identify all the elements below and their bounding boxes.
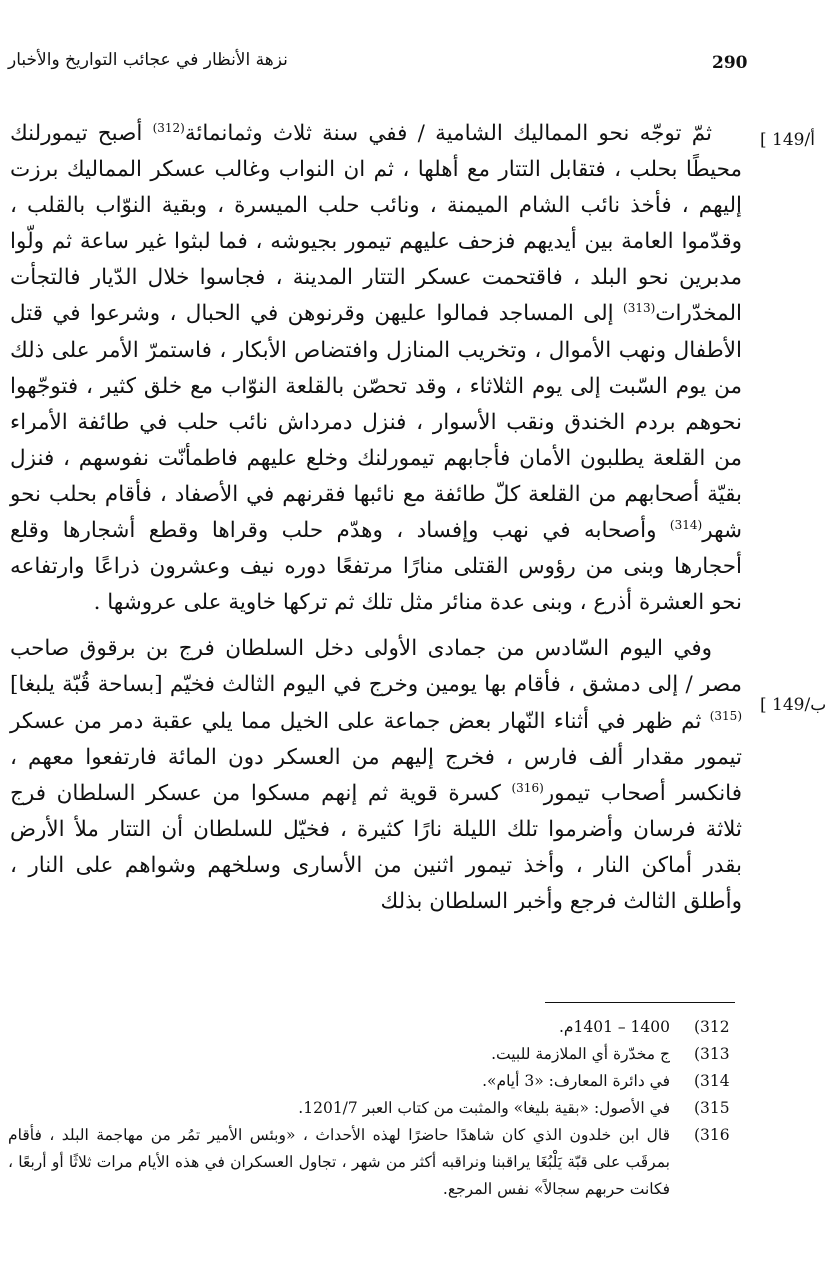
footnote-number: (315 [694, 1099, 730, 1117]
footnote-text: في دائرة المعارف: «3 أيام». [482, 1072, 670, 1090]
footnote-316 [8, 1122, 740, 1203]
page-number: 290 [712, 53, 748, 73]
footnote-number: (316 [694, 1126, 730, 1144]
text-run: أصبح تيمورلنك محيطًا بحلب ، فتقابل التتار مع أهلها ، ثم ان النواب وغالب عسكر المماليك برزت إليهم ، فأخذ نائب الشام الميمنة ، ونائب حلب الميسرة ، وبقية النوّاب بالقلب ، وقدّموا العامة بين أيديهم فزحف عليهم تيمور بجيوشه ، فما لبثوا غير ساعة ثم ولّوا مدبرين نحو البلد ، فاقتحمت عسكر التتار المدينة ، فجاسوا خلال الدّيار فالتجأت المخدّرات [10, 121, 742, 327]
text-run: وفي اليوم السّادس من جمادى الأولى دخل السلطان فرج بن برقوق صاحب مصر / إلى دمشق ، فأقام بها يومين وخرج في اليوم الثالث فخيّم [بساحة قُبّة يلبغا] [10, 636, 742, 698]
margin-folio-ref-2: [ 149/ب [760, 695, 827, 715]
text-run: إلى المساجد فمالوا عليهن وقرنوهن في الحبال ، وشرعوا في قتل الأطفال ونهب الأموال ، وتخريب المنازل وافتضاص الأبكار ، فاستمرّ الأمر على ذلك من يوم السّبت إلى يوم الثلاثاء ، وقد تحصّن بالقلعة النوّاب مع خلق كثير ، فتوجّهوا نحوهم بردم الخندق ونقب الأسوار ، فنزل دمرداش نائب حلب في طائفة الأمراء من القلعة يطلبون الأمان فأجابهم تيمورلنك وخلع عليهم فاطمأنّت نفوسهم ، فنزل بقيّة أصحابهم من القلعة كلّ طائفة مع نائبها فقرنهم في الأصفاد ، فأقام بحلب نحو شهر [10, 301, 742, 544]
footnote-ref-313[interactable]: (313) [623, 301, 656, 316]
footnote-text: ج مخدّرة أي الملازمة للبيت. [491, 1045, 670, 1063]
footnote-number: (314 [694, 1072, 730, 1090]
margin-folio-ref-1: [ 149/أ [760, 130, 815, 150]
footnote-number: (312 [694, 1018, 730, 1036]
footnote-divider [545, 1002, 735, 1003]
footnote-text: 1400 – 1401م. [558, 1018, 670, 1036]
footnotes [8, 1014, 740, 1203]
footnote-text: في الأصول: «بقية بليغا» والمثبت من كتاب العبر 1201/7. [298, 1099, 670, 1117]
paragraph-1 [10, 116, 742, 621]
text-run: ثم ظهر في أثناء النّهار بعض جماعة على الخيل مما يلي عقبة دمر من عسكر تيمور مقدار ألف فارس ، فخرج إليهم من العسكر دون المائة فارتفعوا معهم ، فانكسر أصحاب تيمور [10, 708, 743, 806]
main-text [10, 116, 742, 920]
footnote-ref-315[interactable]: (315) [709, 708, 742, 723]
footnote-text: قال ابن خلدون الذي كان شاهدًا حاضرًا لهذه الأحداث ، «وبئس الأمير تمُر من مهاجمة البلد ، فأقام بمرقَب على قبّة يَلْبُغَا يراقبنا ونراقبه أكثر من شهر ، تجاول العسكران في هذه الأيام مرات ثلاثًا أو أربعًا ، فكانت حربهم سجالاً» نفس المرجع. [8, 1126, 670, 1198]
footnote-312 [8, 1014, 740, 1041]
page-header [0, 50, 836, 80]
footnote-number: (313 [694, 1045, 730, 1063]
footnote-315 [8, 1095, 740, 1122]
footnote-313 [8, 1041, 740, 1068]
footnote-314 [8, 1068, 740, 1095]
text-run: وأصحابه في نهب وإفساد ، وهدّم حلب وقراها وقطع أشجارها وقلع أحجارها وبنى من رؤوس القتلى منارًا مرتفعًا دوره نيف وعشرون ذراعًا وارتفاعه نحو العشرة أذرع ، وبنى عدة منائر مثل تلك ثم تركها خاوية على عروشها . [10, 518, 742, 616]
footnote-ref-314[interactable]: (314) [669, 517, 703, 532]
paragraph-2 [10, 631, 742, 920]
running-title: نزهة الأنظار في عجائب التواريخ والأخبار [8, 50, 288, 70]
footnote-ref-316[interactable]: (316) [511, 780, 544, 795]
text-run: ثمّ توجّه نحو المماليك الشامية / ففي سنة ثلاث وثمانمائة [184, 121, 712, 146]
footnote-ref-312[interactable]: (312) [152, 120, 185, 135]
text-run: كسرة قوية ثم إنهم مسكوا من عسكر السلطان فرج ثلاثة فرسان وأضرموا تلك الليلة نارًا كثيرة ، فخيّل للسلطان أن التتار ملأ الأرض بقدر أماكن النار ، وأخذ تيمور اثنين من الأسارى وسلخهم وشواهم على النار ، وأطلق الثالث فرجع وأخبر السلطان بذلك [10, 780, 742, 914]
